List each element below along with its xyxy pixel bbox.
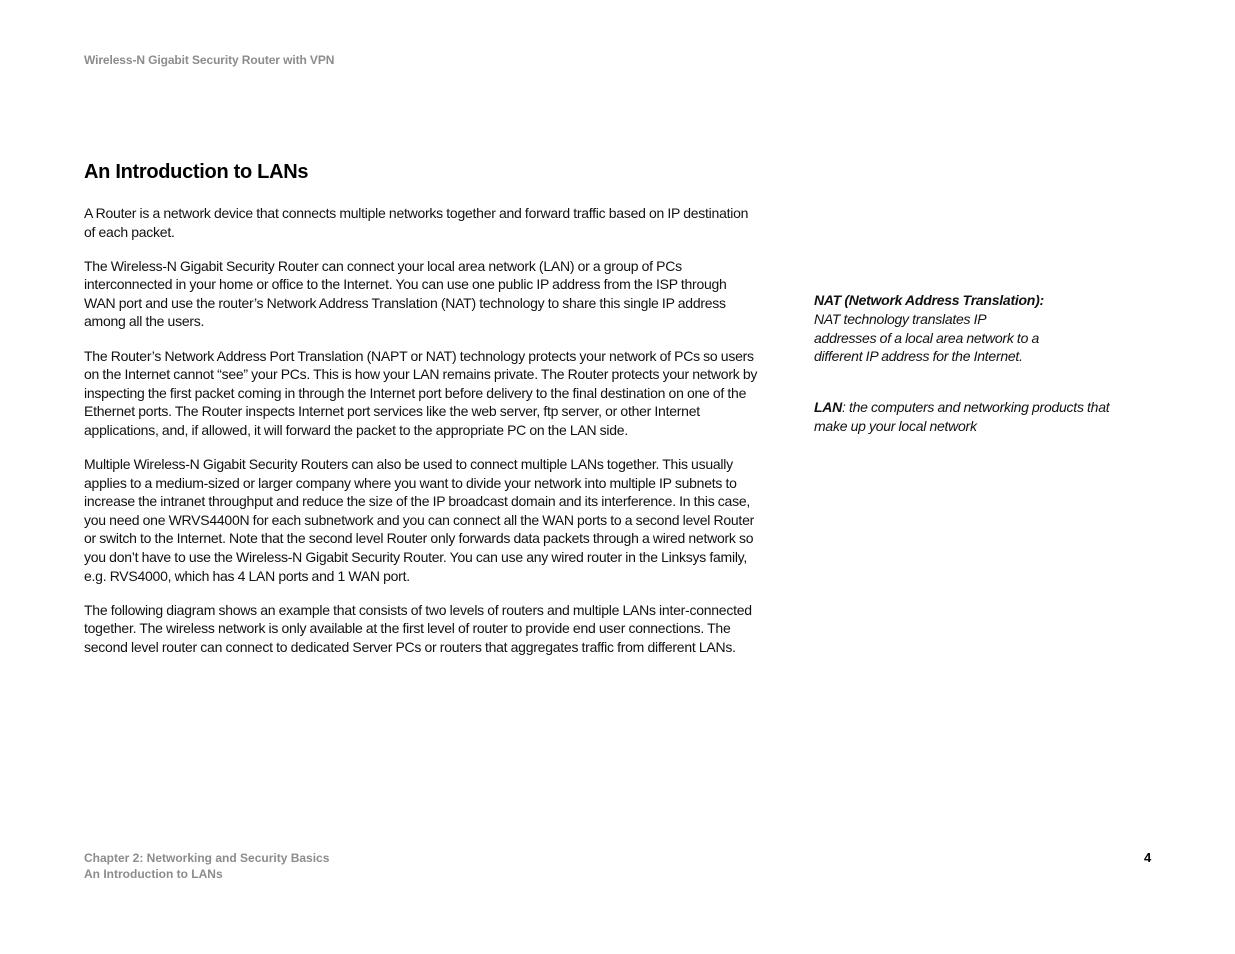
sidebar-note-nat [814, 291, 1134, 366]
footer-section: An Introduction to LANs [84, 867, 223, 881]
body-text [84, 204, 760, 672]
body-paragraph: Multiple Wireless-N Gigabit Security Routers can also be used to connect multiple LANs together. This usually applies to a medium-sized or larger company where you want to divide your network into multiple IP subnets to increase the intranet throughput and reduce the size of the IP broadcast domain and its interference. In this case, you need one WRVS4400N for each subnetwork and you can connect all the WAN ports to a second level Router or switch to the Internet. Note that the second level Router only forwards data packets through a wired network so you don’t have to use the Wireless-N Gigabit Security Router. You can use any wired router in the Linksys family, e.g. RVS4000, which has 4 LAN ports and 1 WAN port. [84, 456, 755, 584]
nat-definition-line: different IP address for the Internet. [814, 348, 1023, 365]
nat-term: NAT (Network Address Translation): [814, 292, 1044, 308]
body-paragraph: The Wireless-N Gigabit Security Router can connect your local area network (LAN) or a group of PCs interconnected in your home or office to the Internet. You can use one public IP address from the ISP through WAN port and use the router’s Network Address Translation (NAT) technology to share this single IP address among all the users. [84, 257, 727, 330]
section-title: An Introduction to LANs [84, 161, 309, 183]
body-paragraph: The Router’s Network Address Port Translation (NAPT or NAT) technology protects your network of PCs so users on the Internet cannot “see” your PCs. This is how your LAN remains private. The Router protects your network by inspecting the first packet coming in through the Internet port before delivery to the final destination on one of the Ethernet ports. The Router inspects Internet port services like the web server, ftp server, or other Internet applications, and, if allowed, it will forward the packet to the appropriate PC on the LAN side. [84, 347, 758, 438]
running-header: Wireless-N Gigabit Security Router with VPN [84, 53, 335, 67]
page-number: 4 [1144, 850, 1152, 865]
footer-chapter: Chapter 2: Networking and Security Basics [84, 851, 330, 865]
lan-term: LAN [814, 399, 843, 415]
body-paragraph: The following diagram shows an example that consists of two levels of routers and multiple LANs inter-connected together. The wireless network is only available at the first level of router to provide end user connections. The second level router can connect to dedicated Server PCs or routers that aggregates traffic from different LANs. [84, 601, 752, 655]
lan-definition: : the computers and networking products that make up your local network [814, 399, 1110, 434]
footer [84, 850, 329, 882]
sidebar-note-lan [814, 398, 1134, 436]
body-paragraph: A Router is a network device that connects multiple networks together and forward traffic based on IP destination of each packet. [84, 205, 749, 240]
nat-definition-line: addresses of a local area network to a [814, 329, 1039, 346]
nat-definition-line: NAT technology translates IP [814, 310, 987, 327]
